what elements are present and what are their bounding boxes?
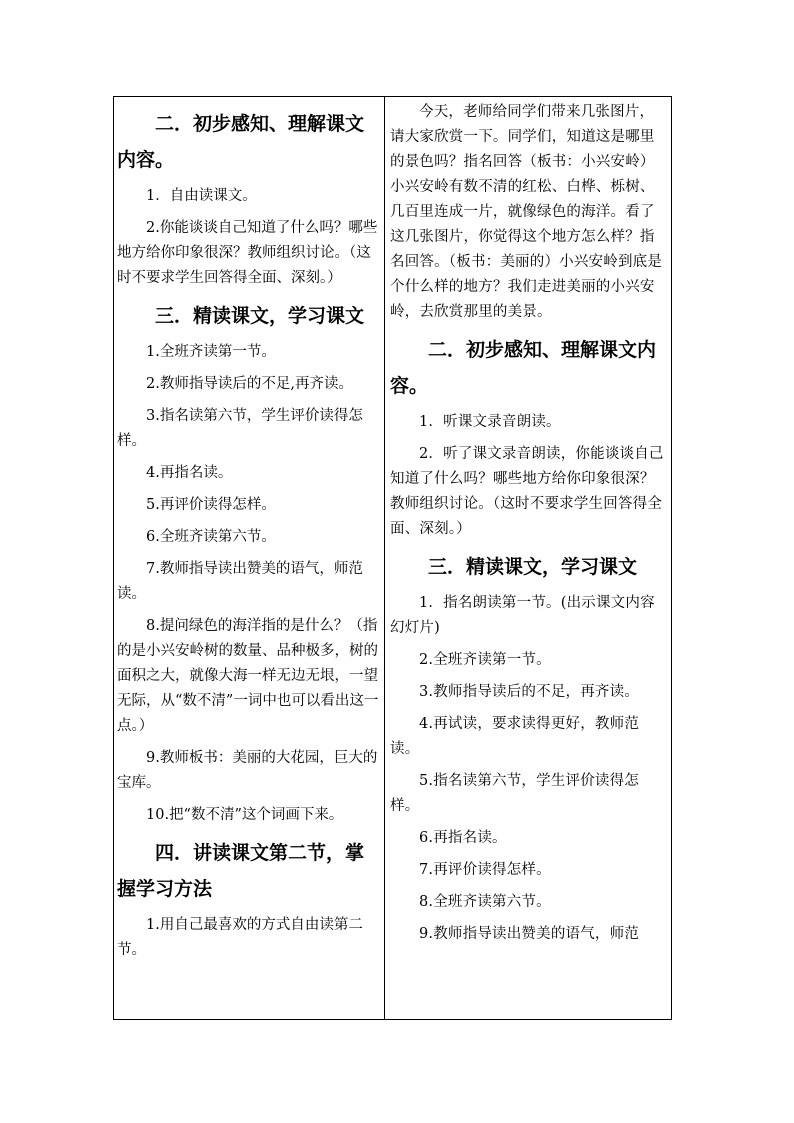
paragraph: 1．指名朗读第一节。(出示课文内容幻灯片)	[390, 595, 655, 636]
left-column	[117, 100, 379, 1018]
paragraph: 7.教师指导读出赞美的语气，师范读。	[117, 561, 363, 602]
paragraph: 4.再指名读。	[146, 465, 233, 481]
paragraph: 9.教师指导读出赞美的语气，师范	[419, 926, 640, 942]
paragraph: 6.全班齐读第六节。	[146, 529, 276, 545]
intro-paragraph: 今天，老师给同学们带来几张图片，请大家欣赏一下。同学们，知道这是哪里的景色吗？指名回答（板书：小兴安岭）小兴安岭有数不清的红松、白桦、栎树、几百里连成一片，就像绿色的海洋。看了这几张图片，你觉得这个地方怎么样？指名回答。（板书：美丽的）小兴安岭到底是个什么样的地方？我们走进美丽的小兴安岭，去欣赏那里的美景。	[390, 104, 663, 320]
paragraph: 8.全班齐读第六节。	[419, 894, 551, 910]
section-heading-4: 四．讲读课文第二节，掌握学习方法	[117, 842, 365, 900]
paragraph: 5.指名读第六节，学生评价读得怎样。	[390, 773, 640, 814]
paragraph: 5.再评价读得怎样。	[146, 497, 276, 513]
paragraph: 3.教师指导读后的不足，再齐读。	[419, 684, 640, 700]
paragraph: 2.教师指导读后的不足,再齐读。	[146, 376, 353, 392]
paragraph: 2.你能谈谈自己知道了什么吗？哪些地方给你印象很深？教师组织讨论。（这时不要求学生回答得全面、深刻。）	[117, 220, 378, 286]
section-heading-3: 三．精读课文，学习课文	[155, 305, 365, 327]
section-heading-3: 三．精读课文，学习课文	[428, 556, 638, 578]
paragraph: 1.用自己最喜欢的方式自由读第二节。	[117, 917, 363, 958]
paragraph: 9.教师板书：美丽的大花园，巨大的宝库。	[117, 750, 378, 791]
section-heading-2: 二．初步感知、理解课文内容。	[117, 113, 365, 171]
paragraph: 2．听了课文录音朗读，你能谈谈自己知道了什么吗？哪些地方给你印象很深？教师组织讨论。（这时不要求学生回答得全面、深刻。）	[390, 446, 664, 537]
right-column	[390, 100, 668, 1018]
section-heading-2: 二．初步感知、理解课文内容。	[390, 339, 657, 397]
paragraph: 8.提问绿色的海洋指的是什么？（指的是小兴安岭树的数量、品种极多，树的面积之大，就像大海一样无边无垠，一望无际，从“数不清”一词中也可以看出这一点。）	[117, 618, 379, 734]
paragraph: 10.把“数不清”这个词画下来。	[146, 807, 344, 823]
paragraph: 1．自由读课文。	[146, 188, 257, 204]
paragraph: 4.再试读，要求读得更好，教师范读。	[390, 716, 640, 757]
column-divider	[384, 96, 385, 1020]
paragraph: 6.再指名读。	[419, 830, 507, 846]
paragraph: 1．听课文录音朗读。	[419, 414, 561, 430]
paragraph: 1.全班齐读第一节。	[146, 344, 276, 360]
paragraph: 3.指名读第六节，学生评价读得怎样。	[117, 408, 363, 449]
paragraph: 7.再评价读得怎样。	[419, 862, 551, 878]
paragraph: 2.全班齐读第一节。	[419, 652, 551, 668]
